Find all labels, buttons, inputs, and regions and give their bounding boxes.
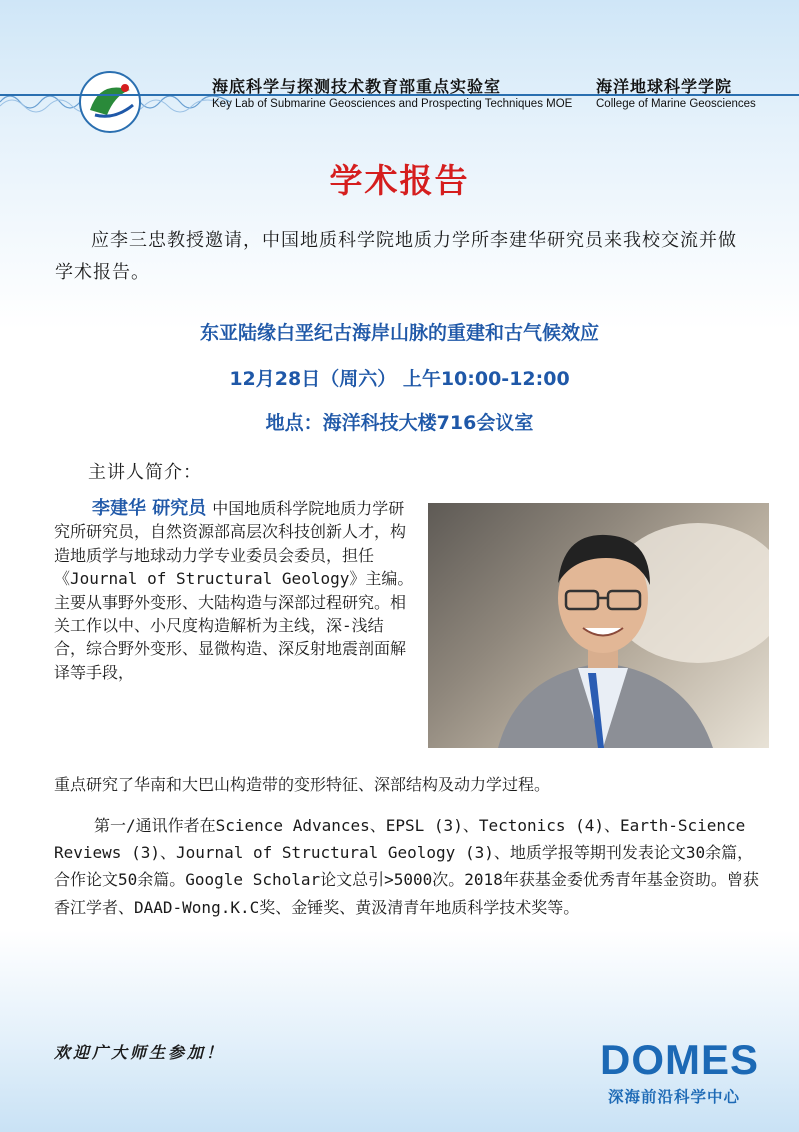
lab-emblem-icon	[45, 60, 175, 140]
talk-time: 12月28日（周六） 上午10:00-12:00	[229, 368, 570, 390]
speaker-name: 李建华 研究员	[92, 498, 207, 519]
talk-location: 地点：海洋科技大楼716会议室	[265, 412, 534, 434]
speaker-publications: 第一/通讯作者在Science Advances、EPSL (3)、Tectonics (4)、Earth-Science Reviews (3)、Journal of Structural Geology (3)、地质学报等期刊发表论文30余篇，合作论文50余篇。Google Scholar论文总引>5000次。2018年获基金委优秀青年基金资助。曾获香江学者、DAAD-Wong.K.C奖、金锤奖、黄汲清青年地质科学技术奖等。	[54, 816, 759, 917]
domes-logo: DOMES	[600, 1036, 760, 1083]
speaker-portrait-icon	[428, 503, 769, 748]
page-title: 学术报告	[329, 161, 470, 200]
speaker-section-label: 主讲人简介：	[88, 462, 202, 483]
college-name-cn: 海洋地球科学学院	[596, 77, 733, 96]
college-name-en: College of Marine Geosciences	[596, 98, 756, 110]
welcome-message: 欢迎广大师生参加！	[54, 1043, 226, 1062]
domes-subtitle: 深海前沿科学中心	[608, 1088, 741, 1106]
intro-paragraph: 应李三忠教授邀请，中国地质科学院地质力学所李建华研究员来我校交流并做学术报告。	[55, 230, 737, 283]
speaker-photo	[428, 503, 769, 748]
lab-name-cn: 海底科学与探测技术教育部重点实验室	[212, 77, 502, 96]
speaker-bio-text: 中国地质科学院地质力学研究所研究员，自然资源部高层次科技创新人才，构造地质学与地球动力学专业委员会委员，担任《Journal of Structural Geology》主编。主要从事野外变形、大陆构造与深部过程研究。相关工作以中、小尺度构造解析为主线，深-浅结合，综合野外变形、显微构造、深反射地震剖面解译等手段，	[54, 499, 414, 682]
lab-name-en: Key Lab of Submarine Geosciences and Prospecting Techniques MOE	[212, 98, 573, 110]
speaker-bio-continued: 重点研究了华南和大巴山构造带的变形特征、深部结构及动力学过程。	[54, 775, 551, 794]
speaker-bio	[54, 497, 414, 684]
talk-title: 东亚陆缘白垩纪古海岸山脉的重建和古气候效应	[199, 322, 599, 344]
